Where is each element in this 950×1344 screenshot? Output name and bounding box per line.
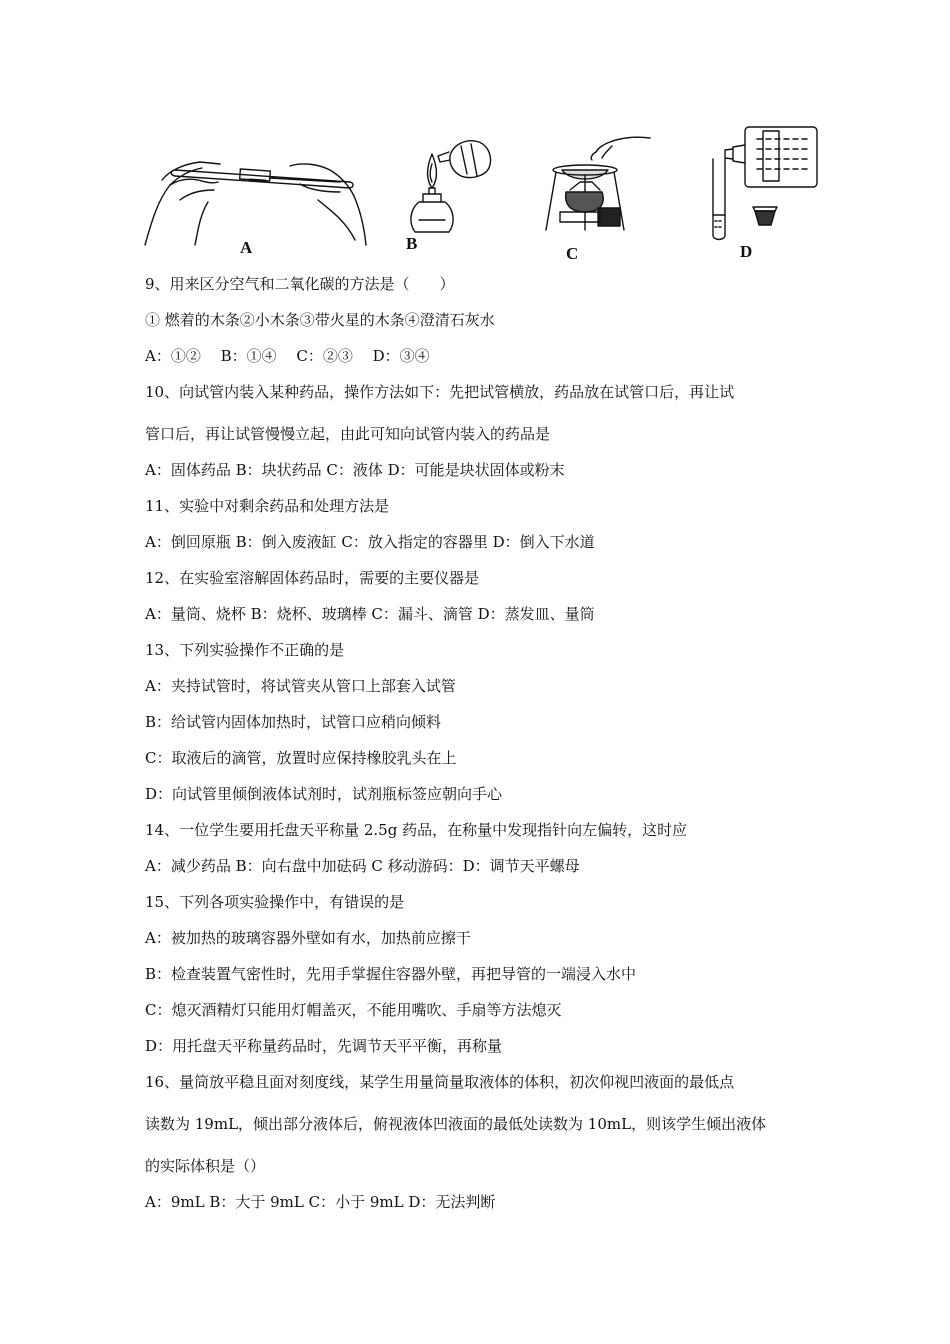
q16-stem: 16、量筒放平稳且面对刻度线，某学生用量筒量取液体的体积，初次仰视凹液面的最低点: [145, 1073, 735, 1091]
q12-stem: 12、在实验室溶解固体药品时，需要的主要仪器是: [145, 569, 480, 587]
q9-stem: 9、用来区分空气和二氧化碳的方法是（ ）: [145, 275, 455, 293]
q13-option-d: D：向试管里倾倒液体试剂时，试剂瓶标签应朝向手心: [145, 785, 503, 803]
q13-option-b: B：给试管内固体加热时，试管口应稍向倾料: [145, 713, 442, 731]
q11-stem: 11、实验中对剩余药品和处理方法是: [145, 497, 390, 515]
q16-options: A：9mL B：大于 9mL C：小于 9mL D：无法判断: [145, 1193, 496, 1211]
q9-options: A：①② B：①④ C：②③ D：③④: [145, 347, 430, 365]
q14-stem: 14、一位学生要用托盘天平称量 2.5g 药品，在称量中发现指针向左偏转，这时应: [145, 821, 688, 839]
experiment-figure: [140, 120, 820, 270]
q15-option-a: A：被加热的玻璃容器外壁如有水，加热前应擦干: [145, 929, 471, 947]
q12-options: A：量筒、烧杯 B：烧杯、玻璃棒 C：漏斗、滴管 D：蒸发皿、量筒: [145, 605, 595, 623]
q11-options: A：倒回原瓶 B：倒入废液缸 C：放入指定的容器里 D：倒入下水道: [145, 533, 595, 551]
q15-stem: 15、下列各项实验操作中，有错误的是: [145, 893, 405, 911]
figure-label-c: C: [566, 244, 579, 263]
figure-a-test-tube-in-hands: [140, 140, 370, 250]
q10-stem: 10、向试管内装入某种药品，操作方法如下：先把试管横放，药品放在试管口后，再让试: [145, 383, 735, 401]
q13-stem: 13、下列实验操作不正确的是: [145, 641, 345, 659]
figure-c-tripod-heating: [540, 130, 660, 245]
q15-option-b: B：检查装置气密性时，先用手掌握住容器外壁，再把导管的一端浸入水中: [145, 965, 637, 983]
q10-stem-cont: 管口后，再让试管慢慢立起，由此可知向试管内装入的药品是: [145, 425, 551, 443]
figure-label-b: B: [406, 234, 418, 253]
q16-stem-cont: 读数为 19mL，倾出部分液体后，俯视液体凹液面的最低处读数为 10mL，则该学生倾出液体: [145, 1115, 767, 1133]
q9-items: ① 燃着的木条②小木条③带火星的木条④澄清石灰水: [145, 311, 495, 329]
q13-option-a: A：夹持试管时，将试管夹从管口上部套入试管: [145, 677, 456, 695]
figure-d-pouring-liquid: [705, 125, 820, 245]
q16-stem-end: 的实际体积是（）: [145, 1157, 266, 1175]
figure-b-alcohol-lamps: [405, 132, 495, 242]
figure-label-d: D: [740, 242, 753, 261]
figure-label-a: A: [240, 238, 253, 257]
q10-options: A：固体药品 B：块状药品 C：液体 D：可能是块状固体或粉末: [145, 461, 565, 479]
q14-options: A：减少药品 B：向右盘中加砝码 C 移动游码：D：调节天平螺母: [145, 857, 580, 875]
q15-option-c: C：熄灭酒精灯只能用灯帽盖灭，不能用嘴吹、手扇等方法熄灭: [145, 1001, 562, 1019]
q15-option-d: D：用托盘天平称量药品时，先调节天平平衡，再称量: [145, 1037, 503, 1055]
q13-option-c: C：取液后的滴管，放置时应保持橡胶乳头在上: [145, 749, 457, 767]
